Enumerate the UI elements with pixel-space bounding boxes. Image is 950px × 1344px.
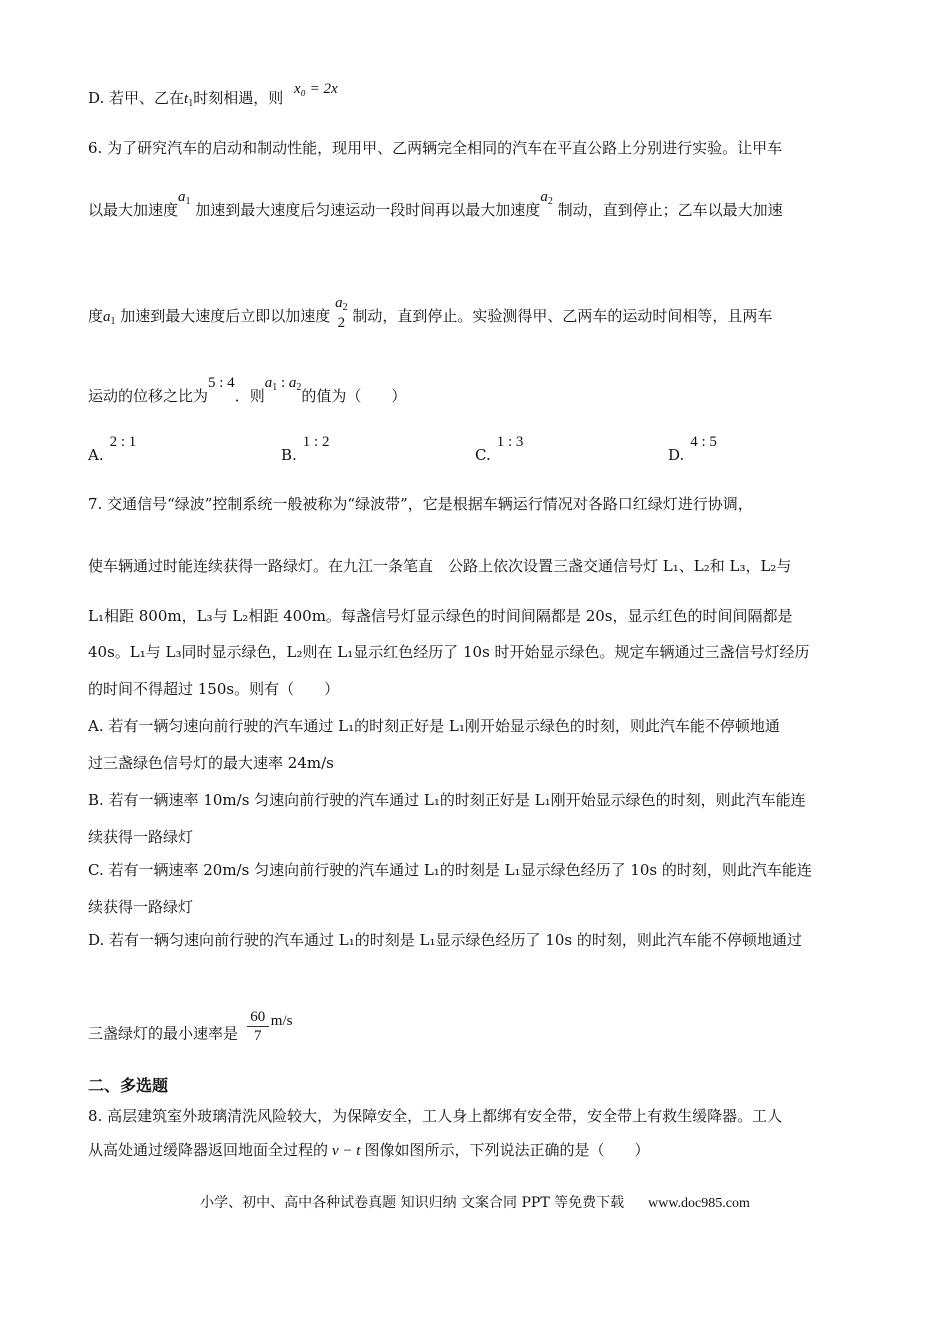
q5-option-d [88,81,338,111]
page-footer [0,1192,950,1212]
q8-line1: 8. 高层建筑室外玻璃清洗风险较大，为保障安全，工人身上都绑有安全带，安全带上有救生缓降器。工人 [88,1107,783,1125]
q5d-text: D. 若甲、乙在 [88,89,185,107]
q6-a2-sub: 2 [547,196,553,207]
q6-fraction [335,294,348,332]
q7-option-b-line2: 续获得一路绿灯 [88,828,194,846]
q8-l2b: 图像如图所示，下列说法正确的是（ ） [364,1141,650,1159]
q7-option-c-line2: 续获得一路绿灯 [88,898,194,916]
q6-ratio: 5 : 4 [208,375,235,391]
q6-opt-d-value: 4 : 5 [690,434,717,450]
q7-line4: 40s。L₁与 L₃同时显示绿色，L₂则在 L₁显示红色经历了 10s 时开始显示绿色。规定车辆通过三盏信号灯经历 [88,643,810,661]
q6-a1-sub: 1 [185,196,191,207]
q8-vt: v − t [332,1143,361,1159]
section-heading: 二、多选题 [88,1076,169,1095]
q6-option-c [475,434,524,465]
footer-text: 小学、初中、高中各种试卷真题 知识归纳 文案合同 PPT 等免费下载 [200,1195,625,1211]
q6-option-d [668,434,717,465]
q7-line5: 的时间不得超过 150s。则有（ ） [88,680,340,698]
q6-line3 [88,295,773,336]
q6-l3c: 制动，直到停止。实验测得甲、乙两车的运动时间相等，且两车 [352,307,773,325]
q6-a1: a [178,189,186,205]
q6-opt-b-label: B. [281,446,297,464]
q6-opt-b-value: 1 : 2 [302,434,330,450]
q6-r-a2-sub: 2 [296,382,302,393]
q5d-text2: 时刻相遇，则 [193,89,284,107]
q6-option-b [281,434,330,465]
q6-a1b: a [103,309,111,325]
q6-a2: a [540,189,548,205]
q7-fraction [247,1008,269,1045]
q6-line4 [88,375,407,409]
q7-option-a-line2: 过三盏绿色信号灯的最大速率 24m/s [88,754,334,772]
q6-l2a: 以最大加速度 [88,201,179,219]
q6-opt-c-value: 1 : 3 [496,434,524,450]
q7-frac-num: 60 [250,1009,266,1025]
q8-l2a: 从高处通过缓降器返回地面全过程的 [88,1141,329,1159]
q6-r-a2: a [288,375,297,391]
q6-opt-c-label: C. [475,446,491,464]
q6-l2b: 加速到最大速度后匀速运动一段时间再以最大加速度 [195,201,541,219]
q5d-t: t [184,91,189,107]
q7-option-b-line1: B. 若有一辆速率 10m/s 匀速向前行驶的汽车通过 L₁的时刻正好是 L₁刚开始显示绿色的时刻，则此汽车能连 [88,791,806,809]
q5d-tsub: 1 [188,98,194,109]
q7-line3: L₁相距 800m，L₃与 L₂相距 400m。每盏信号灯显示绿色的时间间隔都是 20s，显示红色的时间间隔都是 [88,607,793,625]
q6-r-colon: : [277,375,289,391]
q6-frac-a: a [335,295,343,311]
q6-r-a1: a [264,375,273,391]
q5d-formula: x₀ = 2x [294,81,338,97]
q6-frac-sub: 2 [342,302,348,313]
q7-option-a-line1: A. 若有一辆匀速向前行驶的汽车通过 L₁的时刻正好是 L₁刚开始显示绿色的时刻，则此汽车能不停顿地通 [88,717,780,735]
q7-option-d-line1: D. 若有一辆匀速向前行驶的汽车通过 L₁的时刻是 L₁显示绿色经历了 10s 的时刻，则此汽车能不停顿地通过 [88,931,802,949]
q6-line1: 6. 为了研究汽车的启动和制动性能，现用甲、乙两辆完全相同的汽车在平直公路上分别进行实验。让甲车 [88,139,783,157]
q6-line2 [88,189,783,223]
q6-l4a: 运动的位移之比为 [88,387,209,405]
q7-d2-text: 三盏绿灯的最小速率是 [88,1024,239,1043]
q6-r-a1-sub: 1 [272,382,278,393]
q8-line2 [88,1140,649,1161]
q7-unit: m/s [270,1012,293,1029]
q6-l2c: 制动，直到停止；乙车以最大加速 [557,201,783,219]
q7-frac-den: 7 [254,1028,262,1044]
q6-l3b: 加速到最大速度后立即以加速度 [120,307,331,325]
q7-line2: 使车辆通过时能连续获得一路绿灯。在九江一条笔直 公路上依次设置三盏交通信号灯 L₁、L₂和 L₃，L₂与 [88,557,792,575]
q6-l4c: 的值为（ ） [301,387,407,405]
q7-line1: 7. 交通信号“绿波”控制系统一般被称为“绿波带”，它是根据车辆运行情况对各路口红绿灯进行协调， [88,495,753,513]
q6-l4b: ．则 [234,387,265,405]
q6-a1b-sub: 1 [110,316,116,327]
q6-opt-a-label: A. [88,446,104,464]
q6-opt-a-value: 2 : 1 [109,434,137,450]
footer-url[interactable]: www.doc985.com [648,1196,750,1211]
q6-option-a [88,434,137,465]
q7-option-d-line2 [88,1009,293,1053]
q7-option-c-line1: C. 若有一辆速率 20m/s 匀速向前行驶的汽车通过 L₁的时刻是 L₁显示绿色经历了 10s 的时刻，则此汽车能连 [88,861,812,879]
q6-opt-d-label: D. [668,446,685,464]
q6-l3a: 度 [88,307,104,325]
q6-frac-den: 2 [337,315,346,331]
